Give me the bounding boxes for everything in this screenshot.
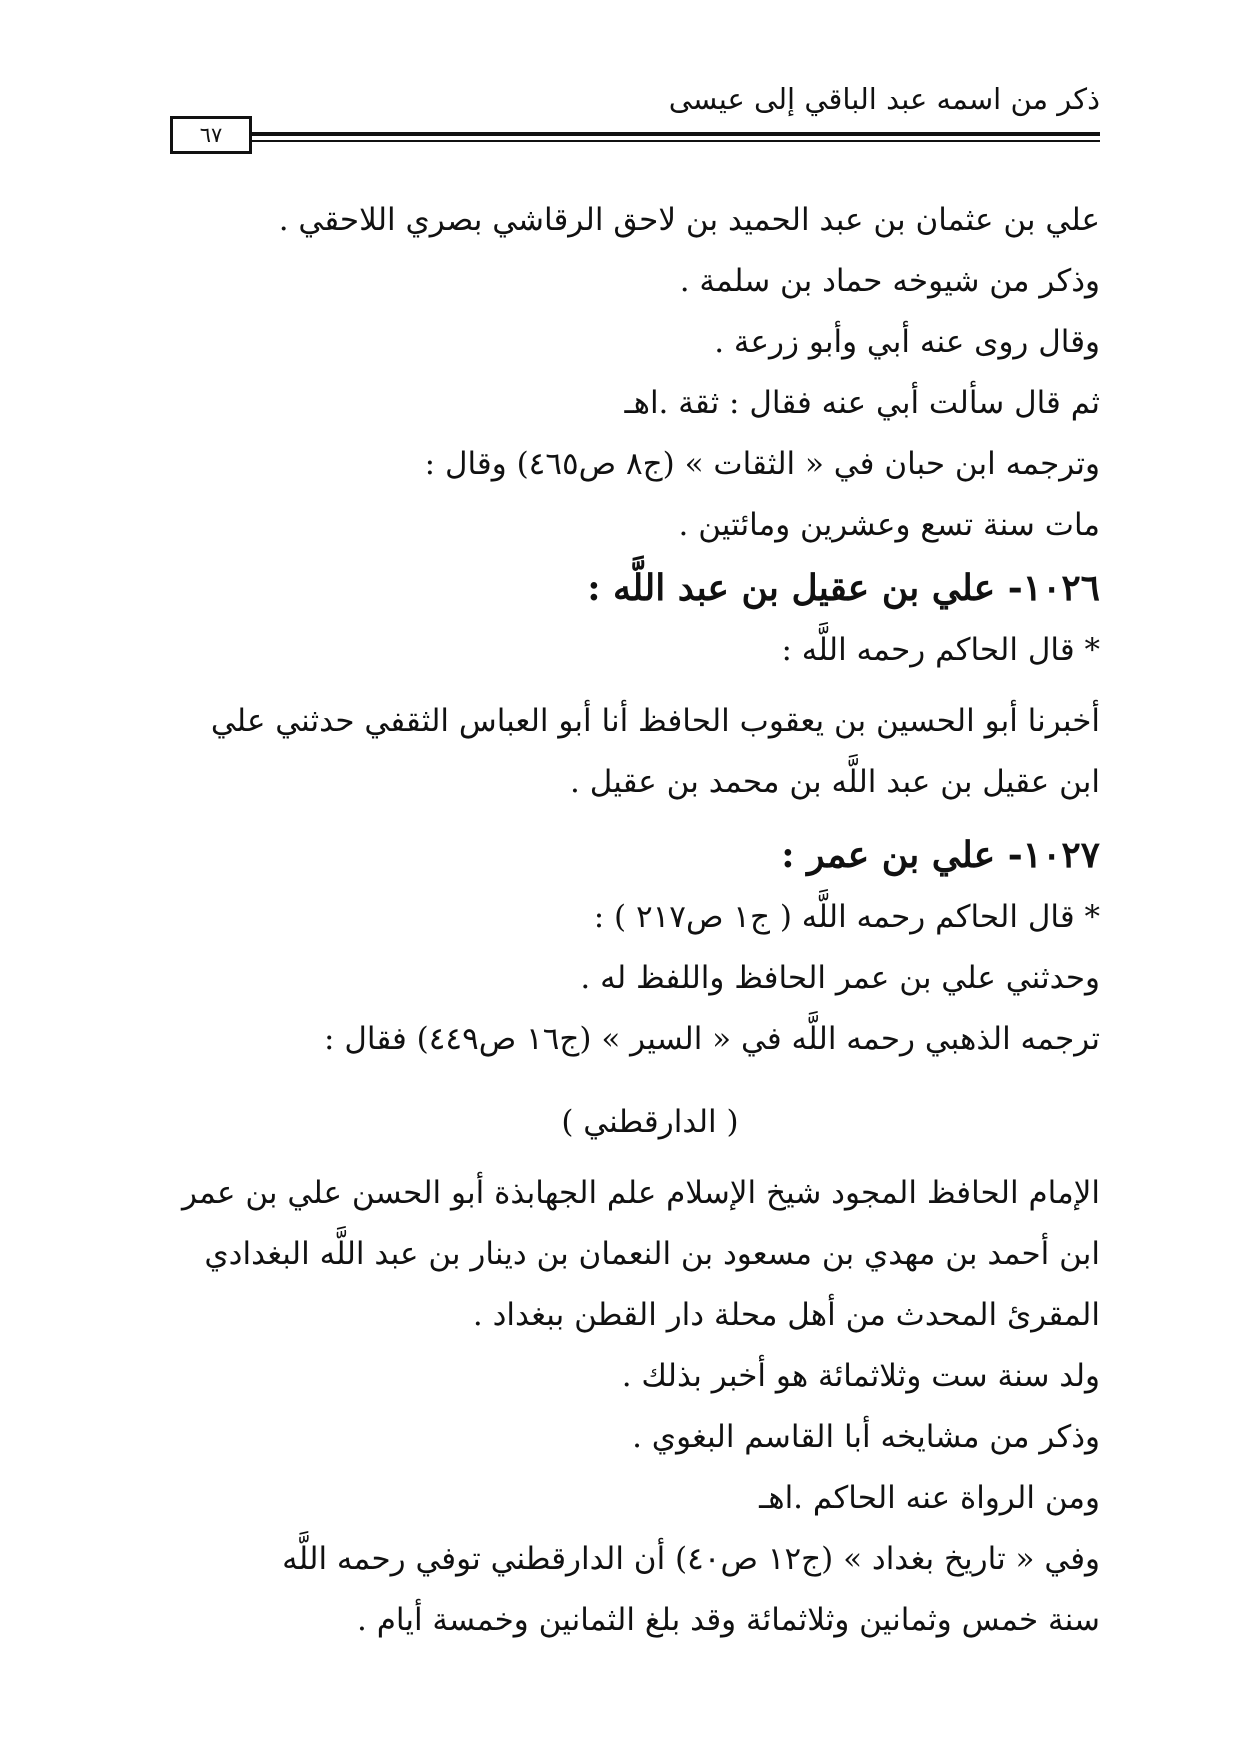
section-title: ( الدارقطني ) xyxy=(561,1104,739,1140)
text-line: * قال الحاكم رحمه اللَّه ( ج١ ص٢١٧ ) : xyxy=(593,899,1100,935)
body-text xyxy=(160,190,1100,1651)
text-line: وفي « تاريخ بغداد » (ج١٢ ص٤٠) أن الدارقطني توفي رحمه اللَّه xyxy=(282,1541,1100,1577)
text-line: وحدثني علي بن عمر الحافظ واللفظ له . xyxy=(580,960,1100,996)
text-line: ترجمه الذهبي رحمه اللَّه في « السير » (ج١٦ ص٤٤٩) فقال : xyxy=(324,1021,1100,1057)
page-number: ٦٧ xyxy=(170,116,252,154)
text-line: المقرئ المحدث من أهل محلة دار القطن ببغداد . xyxy=(472,1297,1100,1333)
header-rule xyxy=(250,132,1100,136)
text-line: سنة خمس وثمانين وثلاثمائة وقد بلغ الثمانين وخمسة أيام . xyxy=(356,1602,1100,1638)
running-title: ذكر من اسمه عبد الباقي إلى عيسى xyxy=(668,82,1100,116)
text-line: علي بن عثمان بن عبد الحميد بن لاحق الرقاشي بصري اللاحقي . xyxy=(278,202,1100,238)
text-line: مات سنة تسع وعشرين ومائتين . xyxy=(678,507,1100,543)
spacer xyxy=(160,813,1100,823)
text-line: ولد سنة ست وثلاثمائة هو أخبر بذلك . xyxy=(621,1358,1100,1394)
text-line: وترجمه ابن حبان في « الثقات » (ج٨ ص٤٦٥) وقال : xyxy=(424,446,1100,482)
text-line: * قال الحاكم رحمه اللَّه : xyxy=(781,632,1100,668)
spacer xyxy=(160,681,1100,691)
text-line: الإمام الحافظ المجود شيخ الإسلام علم الجهابذة أبو الحسن علي بن عمر xyxy=(181,1175,1100,1211)
text-line: وقال روى عنه أبي وأبو زرعة . xyxy=(714,324,1100,360)
entry-heading: ١٠٢٦- علي بن عقيل بن عبد اللَّه : xyxy=(587,567,1100,609)
text-line: ثم قال سألت أبي عنه فقال : ثقة .اهـ xyxy=(624,385,1100,421)
text-line: وذكر من مشايخه أبا القاسم البغوي . xyxy=(632,1419,1100,1455)
text-line: ابن أحمد بن مهدي بن مسعود بن النعمان بن دينار بن عبد اللَّه البغدادي xyxy=(204,1236,1100,1272)
spacer xyxy=(160,1153,1100,1163)
text-line: وذكر من شيوخه حماد بن سلمة . xyxy=(679,263,1100,299)
text-line: ابن عقيل بن عبد اللَّه بن محمد بن عقيل . xyxy=(570,764,1100,800)
spacer xyxy=(160,1070,1100,1092)
header-rule-thin xyxy=(250,140,1100,142)
text-line: ومن الرواة عنه الحاكم .اهـ xyxy=(759,1480,1100,1516)
entry-heading: ١٠٢٧- علي بن عمر : xyxy=(781,834,1100,876)
text-line: أخبرنا أبو الحسين بن يعقوب الحافظ أنا أبو العباس الثقفي حدثني علي xyxy=(210,703,1100,739)
